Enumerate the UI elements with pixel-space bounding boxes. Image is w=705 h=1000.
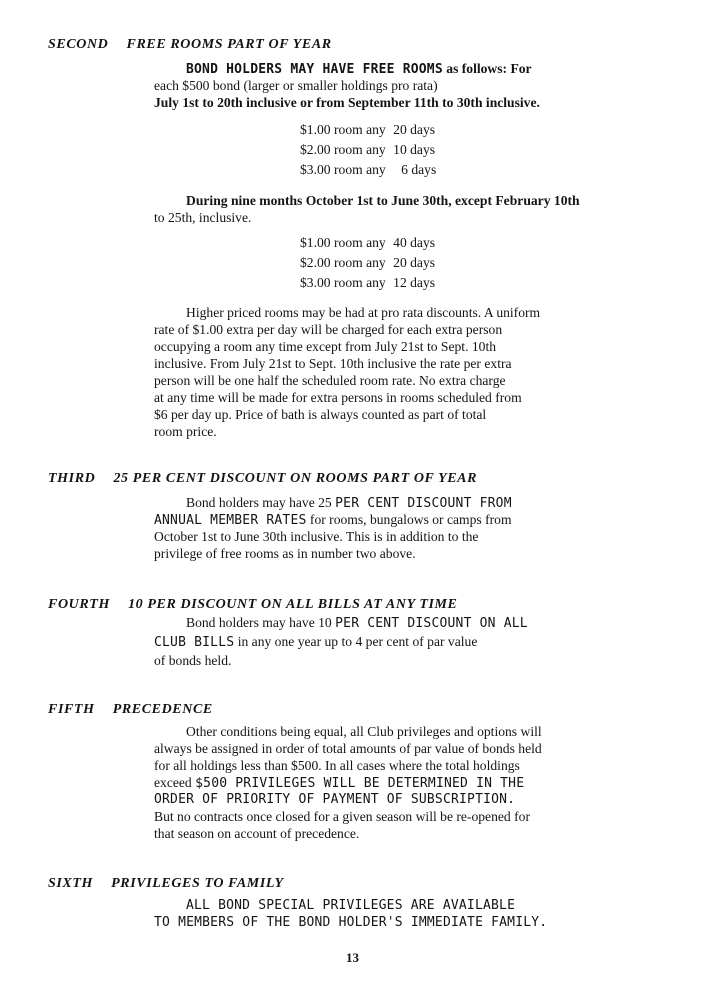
paragraph-line: $6 per day up. Price of bath is always counted as part of total [154,407,487,422]
paragraph-line: But no contracts once closed for a given season will be re-opened for [154,809,530,824]
paragraph-line: ORDER OF PRIORITY OF PAYMENT OF SUBSCRIPTION. [154,792,516,807]
section-title: 10 PER DISCOUNT ON ALL BILLS AT ANY TIME [128,597,458,612]
rate-row: $3.00 room any 6 days [300,162,437,177]
paragraph-line: Higher priced rooms may be had at pro rata discounts. A uniform [186,305,541,320]
paragraph-line: room price. [154,424,217,439]
rate-row: $1.00 room any 20 days [300,122,436,137]
paragraph-line: BOND HOLDERS MAY HAVE FREE ROOMS as follows: For [186,61,532,77]
section-heading-second [48,37,332,53]
paragraph-line: ALL BOND SPECIAL PRIVILEGES ARE AVAILABLE [186,898,516,913]
page-number: 13 [346,950,359,965]
paragraph-line: TO MEMBERS OF THE BOND HOLDER'S IMMEDIATE FAMILY. [154,915,548,930]
paragraph-line: for all holdings less than $500. In all cases where the total holdings [154,758,520,773]
paragraph-line: person will be one half the scheduled room rate. No extra charge [154,373,506,388]
section-number: SECOND [48,37,109,52]
paragraph-line: exceed $500 PRIVILEGES WILL BE DETERMINED IN THE [154,775,525,791]
section-number: FOURTH [48,597,110,612]
paragraph-line: always be assigned in order of total amounts of par value of bonds held [154,741,542,756]
paragraph-line: of bonds held. [154,653,232,668]
section-heading-fourth [48,597,458,613]
section-heading-fifth [48,702,213,718]
paragraph-line: that season on account of precedence. [154,826,360,841]
paragraph-line: ANNUAL MEMBER RATES for rooms, bungalows or camps from [154,512,512,528]
rate-row: $3.00 room any 12 days [300,275,436,290]
paragraph-line: CLUB BILLS in any one year up to 4 per cent of par value [154,634,478,650]
paragraph-line: rate of $1.00 extra per day will be charged for each extra person [154,322,503,337]
rate-row: $2.00 room any 10 days [300,142,436,157]
paragraph-line: Bond holders may have 25 PER CENT DISCOUNT FROM [186,495,512,511]
paragraph-line: July 1st to 20th inclusive or from September 11th to 30th inclusive. [154,95,540,110]
section-heading-sixth [48,876,284,892]
rate-row: $2.00 room any 20 days [300,255,436,270]
paragraph-line: October 1st to June 30th inclusive. This is in addition to the [154,529,479,544]
paragraph-line: Bond holders may have 10 PER CENT DISCOUNT ON ALL [186,615,528,631]
section-number: SIXTH [48,876,94,891]
section-heading-third [48,471,477,487]
paragraph-line: During nine months October 1st to June 30th, except February 10th [186,193,580,208]
paragraph-line: each $500 bond (larger or smaller holdings pro rata) [154,78,438,93]
section-title: FREE ROOMS PART OF YEAR [126,37,332,52]
paragraph-line: inclusive. From July 21st to Sept. 10th inclusive the rate per extra [154,356,512,371]
section-title: PRECEDENCE [112,702,213,717]
paragraph-line: to 25th, inclusive. [154,210,252,225]
paragraph-line: occupying a room any time except from July 21st to Sept. 10th [154,339,497,354]
paragraph-line: privilege of free rooms as in number two above. [154,546,416,561]
section-number: FIFTH [48,702,95,717]
section-title: PRIVILEGES TO FAMILY [111,876,284,891]
section-number: THIRD [48,471,96,486]
section-title: 25 PER CENT DISCOUNT ON ROOMS PART OF YEAR [113,471,478,486]
rate-row: $1.00 room any 40 days [300,235,436,250]
paragraph-line: at any time will be made for extra persons in rooms scheduled from [154,390,522,405]
paragraph-line: Other conditions being equal, all Club privileges and options will [186,724,542,739]
